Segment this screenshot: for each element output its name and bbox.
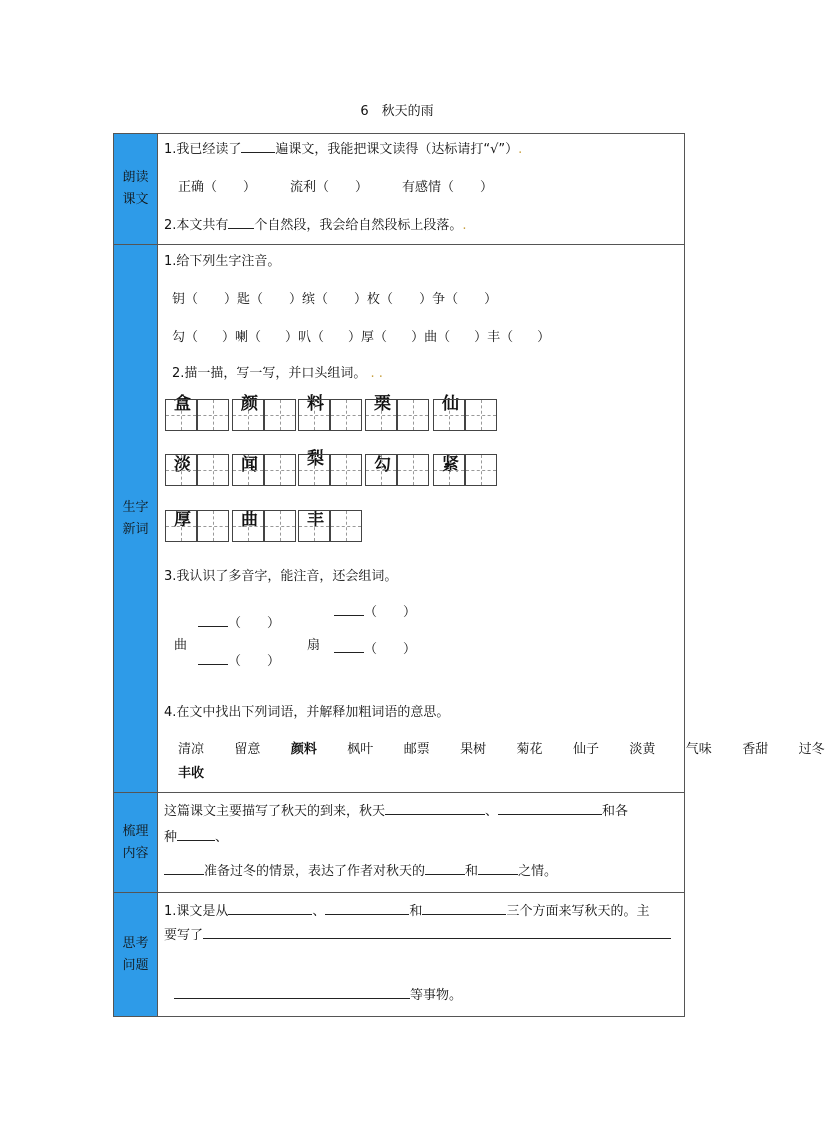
reading-q2: 2.本文共有 个自然段，我会给自然段标上段落。. bbox=[164, 218, 467, 233]
trace-char: 闻 bbox=[241, 455, 258, 475]
words-q4: 4.在文中找出下列词语，并解释加粗词语的意思。 bbox=[164, 705, 450, 720]
vocab-list: 清凉 留意 颜料 枫叶 邮票 果树 菊花 仙子 淡黄 气味 香甜 过冬 bbox=[178, 742, 825, 757]
polyphonic-char-shan: 扇 bbox=[307, 638, 321, 653]
row-divider bbox=[114, 244, 684, 245]
page-title: 6 秋天的雨 bbox=[360, 104, 434, 119]
worksheet-table bbox=[113, 133, 825, 1017]
writing-box[interactable] bbox=[165, 399, 197, 431]
thinking-line-1: 1.课文是从 、 和 三个方面来写秋天的。主 bbox=[164, 904, 650, 919]
writing-box[interactable] bbox=[197, 454, 229, 486]
trace-char: 紧 bbox=[442, 455, 459, 475]
trace-char: 勾 bbox=[374, 455, 391, 475]
polyphonic-answer[interactable]: （ ） bbox=[198, 612, 280, 631]
trace-char: 厚 bbox=[174, 510, 191, 530]
writing-box[interactable] bbox=[197, 399, 229, 431]
section-label-reading: 朗读课文 bbox=[114, 134, 157, 244]
column-divider bbox=[157, 134, 158, 1016]
reading-option-correct[interactable]: 正确（ ） bbox=[178, 180, 257, 195]
summary-line-2: 种 、 bbox=[164, 830, 229, 845]
polyphonic-char-qu: 曲 bbox=[174, 638, 188, 653]
reading-option-fluent[interactable]: 流利（ ） bbox=[290, 180, 369, 195]
thinking-line-2: 要写了 bbox=[164, 924, 671, 943]
writing-box[interactable] bbox=[465, 399, 497, 431]
trace-char: 颜 bbox=[241, 394, 258, 414]
writing-box[interactable] bbox=[264, 399, 296, 431]
writing-box[interactable] bbox=[433, 454, 465, 486]
trace-char: 盒 bbox=[174, 394, 191, 414]
row-divider bbox=[114, 892, 684, 893]
writing-box[interactable] bbox=[165, 454, 197, 486]
polyphonic-answer[interactable]: （ ） bbox=[334, 638, 416, 657]
section-label-thinking: 思考问题 bbox=[114, 893, 157, 1016]
writing-box[interactable] bbox=[232, 454, 264, 486]
row-divider bbox=[114, 792, 684, 793]
trace-char: 曲 bbox=[241, 510, 258, 530]
writing-box[interactable] bbox=[330, 454, 362, 486]
trace-char: 仙 bbox=[442, 394, 459, 414]
words-q2: 2.描一描，写一写，并口头组词。 . . bbox=[172, 366, 383, 381]
writing-box[interactable] bbox=[298, 399, 330, 431]
writing-box[interactable] bbox=[264, 454, 296, 486]
writing-box[interactable] bbox=[397, 399, 429, 431]
trace-char: 料 bbox=[307, 394, 324, 414]
pinyin-row-2: 勾（ ）喇（ ）叭（ ）厚（ ）曲（ ）丰（ ） bbox=[172, 330, 551, 345]
writing-box[interactable] bbox=[330, 399, 362, 431]
writing-box[interactable] bbox=[197, 510, 229, 542]
words-q3: 3.我认识了多音字，能注音，还会组词。 bbox=[164, 569, 398, 584]
trace-char: 梨 bbox=[307, 449, 324, 469]
writing-box[interactable] bbox=[465, 454, 497, 486]
writing-box[interactable] bbox=[232, 399, 264, 431]
writing-box[interactable] bbox=[397, 454, 429, 486]
reading-q1: 1.我已经读了 遍课文，我能把课文读得（达标请打“√”）. bbox=[164, 142, 523, 157]
writing-box[interactable] bbox=[165, 510, 197, 542]
writing-box[interactable] bbox=[330, 510, 362, 542]
vocab-list-bold: 丰收 bbox=[178, 766, 205, 781]
writing-box[interactable] bbox=[298, 510, 330, 542]
writing-box[interactable] bbox=[365, 454, 397, 486]
writing-box[interactable] bbox=[232, 510, 264, 542]
pinyin-row-1: 钥（ ）匙（ ）缤（ ）枚（ ）争（ ） bbox=[172, 292, 498, 307]
writing-box[interactable] bbox=[433, 399, 465, 431]
writing-box[interactable] bbox=[264, 510, 296, 542]
polyphonic-answer[interactable]: （ ） bbox=[198, 650, 280, 669]
trace-char: 栗 bbox=[374, 394, 391, 414]
trace-char: 淡 bbox=[174, 455, 191, 475]
summary-line-1: 这篇课文主要描写了秋天的到来，秋天 、 和各 bbox=[164, 804, 629, 819]
summary-line-3: 准备过冬的情景，表达了作者对秋天的 和 之情。 bbox=[164, 860, 557, 879]
section-label-new-words: 生字新词 bbox=[114, 245, 157, 792]
reading-option-expressive[interactable]: 有感情（ ） bbox=[402, 180, 494, 195]
polyphonic-answer[interactable]: （ ） bbox=[334, 601, 416, 620]
thinking-line-3: 等事物。 bbox=[174, 984, 462, 1003]
trace-char: 丰 bbox=[307, 510, 324, 530]
writing-box[interactable] bbox=[365, 399, 397, 431]
section-label-summary: 梳理内容 bbox=[114, 793, 157, 892]
writing-box[interactable] bbox=[298, 454, 330, 486]
words-q1: 1.给下列生字注音。 bbox=[164, 254, 281, 269]
